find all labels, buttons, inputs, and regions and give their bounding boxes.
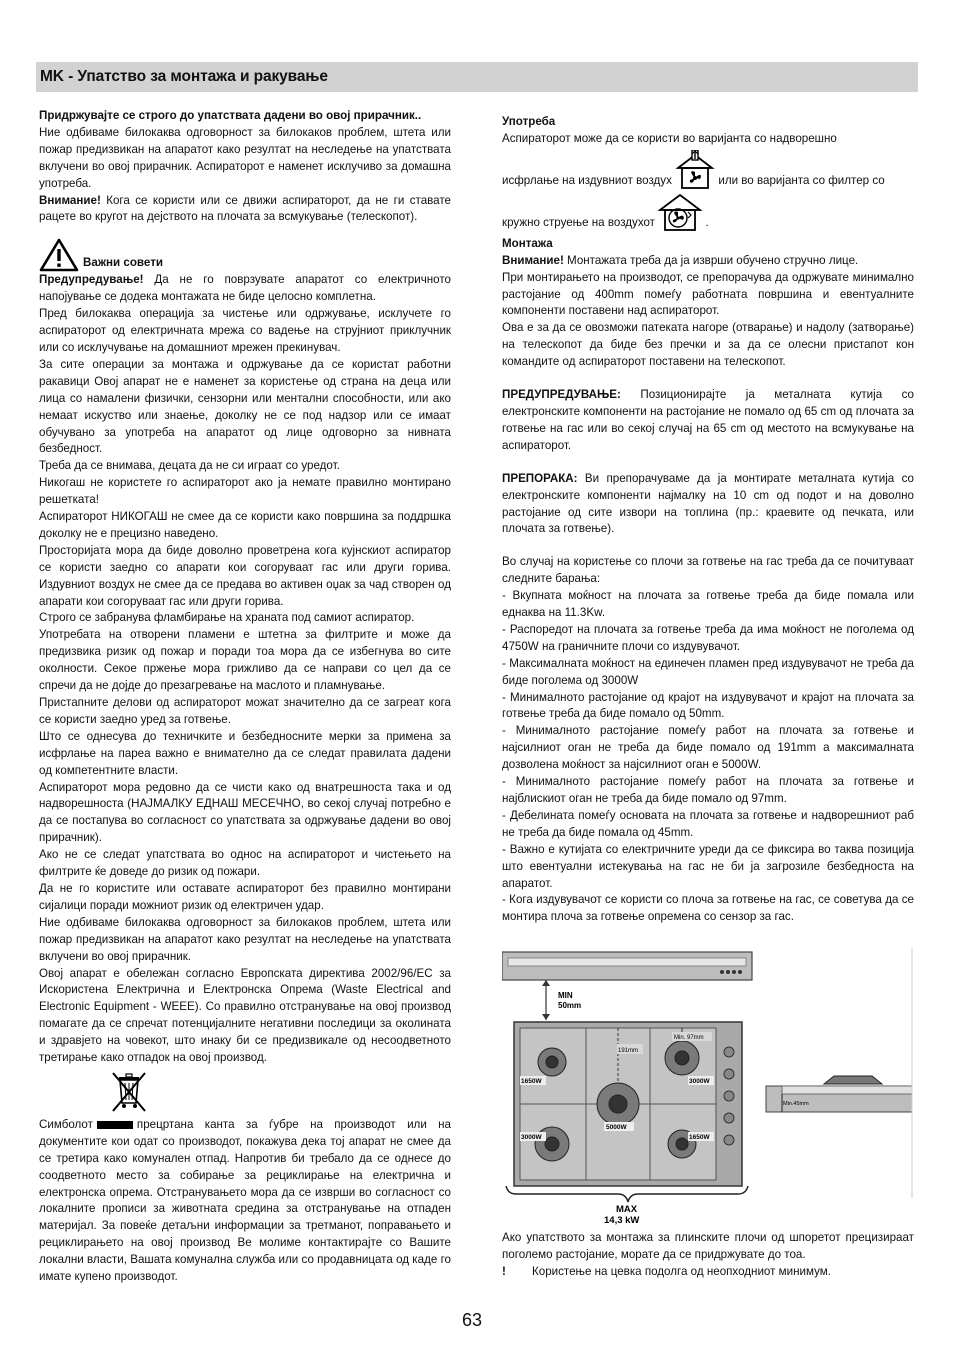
paragraph: Ние одбиваме билокаква одговорност за билокаков проблем, штета или пожар предизвикан на апаратот како резултат на неследење на упатствата вклучени во овој прирачник. [39, 915, 451, 963]
warning-caps-text: Позиционирајте ја металната кутија со електронските компоненти на растојание не помало од 65 cm од плочата за готвење на гас или во секој случај на 65 cm од местото на всмукување на аспираторот. [502, 388, 914, 452]
requirement-item: - Максималната моќност на единечен пламен пред издувувачот не треба да биде поголема од 3000W [502, 656, 914, 687]
crossed-bin-icon [109, 1069, 149, 1115]
paragraph: Ова е за да се овозможи патеката нагоре (отварање) и надолу (затворање) на телескопот да биде без пречки и за да се олесни пристапот кон командите од аспираторот поставени на телескопот. [502, 321, 914, 369]
left-column [39, 108, 451, 1286]
paragraph: Ако не се следат упатствата во однос на аспираторот и чистењето на филтрите ќе доведе до ризик од пожари. [39, 848, 451, 879]
burner-label-top-right: 3000W [689, 1078, 710, 1085]
paragraph: Строго се забранува фламбирање на храната под самиот аспиратор. [39, 611, 415, 625]
paragraph: При монтирањето на производот, се препорачува да одржувате минимално растојание од 400mm помеѓу работната површина и евентуалните компоненти поставени над аспираторот. [502, 270, 914, 318]
requirement-item: - Минималното растојание помеѓу работ на плочата за готвење и најблискиот оган не треба да биде помало од 97mm. [502, 775, 914, 805]
warning-paragraph [39, 272, 451, 306]
paragraph: Просторијата мора да биде доволно проветрена кога кујнскиот аспиратор се користи заедно со апарати кои согоруваат гас или други горива. Издувниот воздух не смее да се предава во активен оџак за чад створен од апарати кои согоруваат гас или други горива. [39, 543, 451, 608]
requirement-item: - Важно е кутијата со електричните уреди да се фиксира во таква позиција што евентуални истекувања на гас не би ја загрозиле безбедноста на апаратот. [502, 842, 914, 890]
min-label: MIN [558, 991, 573, 1000]
mounting-attention-label: Внимание! [502, 253, 564, 267]
distance-97-label: Min. 97mm [674, 1035, 704, 1041]
paragraph: За сите операции за монтажа и одржување да се користат работни ракавици Овој апарат не е наменет за користење од страна на деца или лица со намалени физички, сензорни или ментални способности, или ако немаат искуство или знаење, доколку не се под надзор или се имаат обучувано за употреба на апаратот од лице одговорно за нивната безбедност. [39, 357, 451, 456]
burner-label-top-left: 1650W [521, 1078, 542, 1085]
use-period: . [705, 215, 709, 229]
requirement-item: - Кога издувувачот се користи со плоча за готвење на гас, се советува да се монтира плоча за готвење опремена со сензор за гас. [502, 893, 914, 924]
use-exhaust-text: исфрлање на издувниот воздух [502, 173, 672, 187]
warning-label: Предупредување! [39, 273, 144, 287]
max-label: MAX [616, 1204, 638, 1215]
recirculation-house-icon [658, 192, 702, 232]
use-recirc-text: кружно струење на воздухот [502, 215, 655, 229]
paragraph: Употребата на отворени пламени е штетна за филтрите и може да предизвика ризик од пожар и поради тоа мора да се избегнува во сите околности. Секое пржење мора грижливо да се направи со цел да се спречи да не дојде до презагревање на маслото и пламнување. [39, 628, 451, 693]
exhaust-house-icon [675, 150, 715, 190]
side-thickness-label: Min.45mm [783, 1101, 809, 1107]
page-title: MK - Упатство за монтажа и ракување [40, 68, 328, 85]
important-advice-heading [39, 238, 451, 272]
paragraph: Никогаш не користете го аспираторот ако ја немате правилно монтирано решетката! [39, 476, 451, 507]
paragraph: Пристапните делови од аспираторот можат значително да се загреат кога се користи заедно уред за готвење. [39, 696, 451, 726]
page-number: 63 [462, 1310, 483, 1330]
use-line-2 [502, 150, 914, 190]
min-value: 50mm [558, 1001, 582, 1010]
footnote-paragraph: Ако упатството за монтажа за плинските плочи од шпоретот прецизираат поголемо растојание, морате да се придржувате до тоа. [502, 1231, 914, 1261]
intro-bold: Придржувајте се строго до упатствата дадени во овој прирачник.. [39, 109, 422, 122]
paragraph: Во случај на користење со плочи за готвење на гас треба да се почитуваат следните барања: [502, 555, 914, 586]
requirement-item: - Вкупната моќност на плочата за готвење треба да биде помала или еднаква на 11.3Kw. [502, 589, 914, 620]
header-bar [36, 62, 918, 92]
hob-diagram [502, 948, 914, 1228]
requirement-item: - Минималното растојание од крајот на издувувачот и крајот на плочата за готвење треба да биде помало од 50mm. [502, 690, 914, 721]
burner-label-bottom-left: 3000W [521, 1134, 542, 1141]
recommendation-text: Ви препорачуваме да ја монтирате металната кутија со електронските компоненти најмалку на 10 cm од подот и на доволно растојание од сите извори на топлина (пр.: краевите од печката, или плочата за готвење). [502, 471, 914, 536]
attention-label: Внимание! [39, 193, 101, 207]
warning-triangle-icon [39, 238, 79, 272]
burner-label-bottom-right: 1650W [689, 1134, 710, 1141]
right-column [502, 114, 914, 926]
requirement-item: - Распоредот на плочата за готвење треба да има моќност не поголема од 4750W на граничните плочи со издувувачот. [502, 622, 914, 653]
max-value: 14,3 kW [604, 1215, 640, 1226]
use-filter-text: или во варијанта со филтер со [718, 173, 885, 187]
warning-caps-label: ПРЕДУПРЕДУВАЊЕ: [502, 388, 621, 402]
figure-footnotes [502, 1230, 914, 1281]
paragraph: Пред билокаква операција за чистење или одржување, исклучете го аспираторот од електричната мрежа со вадење на струјниот приклучник или со исклучување на домашниот мрежен прекинувач. [39, 307, 451, 354]
weee-symbol-area [39, 1067, 451, 1117]
symbol-paragraph [39, 1117, 451, 1286]
distance-191-label: 191mm [618, 1048, 639, 1054]
paragraph: Да не го користите или оставате аспираторот без правилно монтирани сијалици поради можниот ризик од електричен удар. [39, 881, 451, 912]
hob-installation-figure [502, 948, 914, 1228]
weee-paragraph: Овој апарат е обележан согласно Европската директива 2002/96/EC за Искористена Електрична и Електронска Опрема (Waste Electrical and Electronic Equipment - WEEE). Со правилно отстранување на овој производ помагате да се спречат потенцијалните негативни последици за околината и здравјето на човекот, што инаку би се предизвикале од несоодветното третирање како отпадок на овој производ. [39, 966, 451, 1065]
footnote-item-text: Користење на цевка подолга од неопходниот минимум. [532, 1264, 831, 1278]
warning-text: Да не го поврзувате апаратот со електричното напојување се додека монтажата не биде целосно комплетна. [39, 273, 451, 304]
mounting-attention-text: Монтажата треба да ја изврши обучено стручно лице. [563, 253, 859, 267]
mounting-title: Монтажа [502, 236, 553, 250]
recommendation-label: ПРЕПОРАКА: [502, 471, 578, 485]
recommendation-paragraph [502, 471, 914, 539]
symbol-text: прецртана канта за ѓубре на производот или на документите кои одат со производот, покажува дека тој апарат не смее да се третира како комунален отпад. Напротив би требало да се однесе до соодветното место за собирање за рециклирање на електрична и електронска опрема. Отстранувањето мора да се изврши во согласност со локалните прописи за животната средина за отстранување на отпаден материјал. За повеќе детаљни информации за третманот, поправањето и рециклирањето на овој производ Ве молиме контактирајте со Вашите локални власти, Вашата комунална служба или со продавницата од каде го имате купено производот. [39, 1117, 451, 1284]
paragraph: Треба да се внимава, децата да не си играат со уредот. [39, 459, 340, 473]
use-title: Употреба [502, 115, 556, 128]
burner-label-center: 5000W [606, 1124, 627, 1131]
footnote-item [502, 1264, 914, 1281]
paragraph: Што се однесува до техничките и безбедносните мерки за примена за исфрлање на пареа важно е внимателно да се следат правилата дадени од компетентните власти. [39, 729, 451, 777]
use-line-1: Аспираторот може да се користи во варијанта со надворешно [502, 131, 837, 145]
black-bar-symbol [97, 1121, 133, 1129]
paragraph: Аспираторот мора редовно да се чисти како од внатрешноста така и од надворешноста (НАЈМАЛКУ ЕДНАШ МЕСЕЧНО, во секој случај потребно е да се постапува во согласност со упатствата за одржување дадени во овој прирачник). [39, 780, 451, 845]
requirement-item: - Дебелината помеѓу основата на плочата за готвење и надворешниот раб не треба да биде помала од 45mm. [502, 808, 914, 839]
attention-paragraph [39, 193, 451, 227]
exclamation-mark: ! [502, 1264, 506, 1278]
paragraph: Аспираторот НИКОГАШ не смее да се користи како површина за поддршка доколку не е прецизно наведено. [39, 510, 451, 540]
warning-caps-paragraph [502, 387, 914, 455]
symbol-word: Симболот [39, 1117, 93, 1131]
intro-paragraph [39, 108, 451, 193]
important-advice-title: Важни совети [83, 256, 163, 270]
mounting-attention [502, 253, 914, 270]
requirement-item: - Минималното растојание помеѓу работ на плочата за готвење и најсилниот оган не треба да биде помало од 191mm а максималната дозволена моќност за најсилниот оган е 5000W. [502, 724, 914, 772]
attention-text: Кога се користи или се движи аспираторот, да не ги ставате рацете во кругот на дејството на плочата за всмукување (телескопот). [39, 193, 451, 224]
use-line-3 [502, 192, 914, 232]
intro-text: Ние одбиваме билокаква одговорност за билокаков проблем, штета или пожар предизвикан на апаратот како резултат на неследење на упатствата вклучени во овој прирачник. Аспираторот е наменет исклучиво за домашна употреба. [39, 125, 451, 190]
